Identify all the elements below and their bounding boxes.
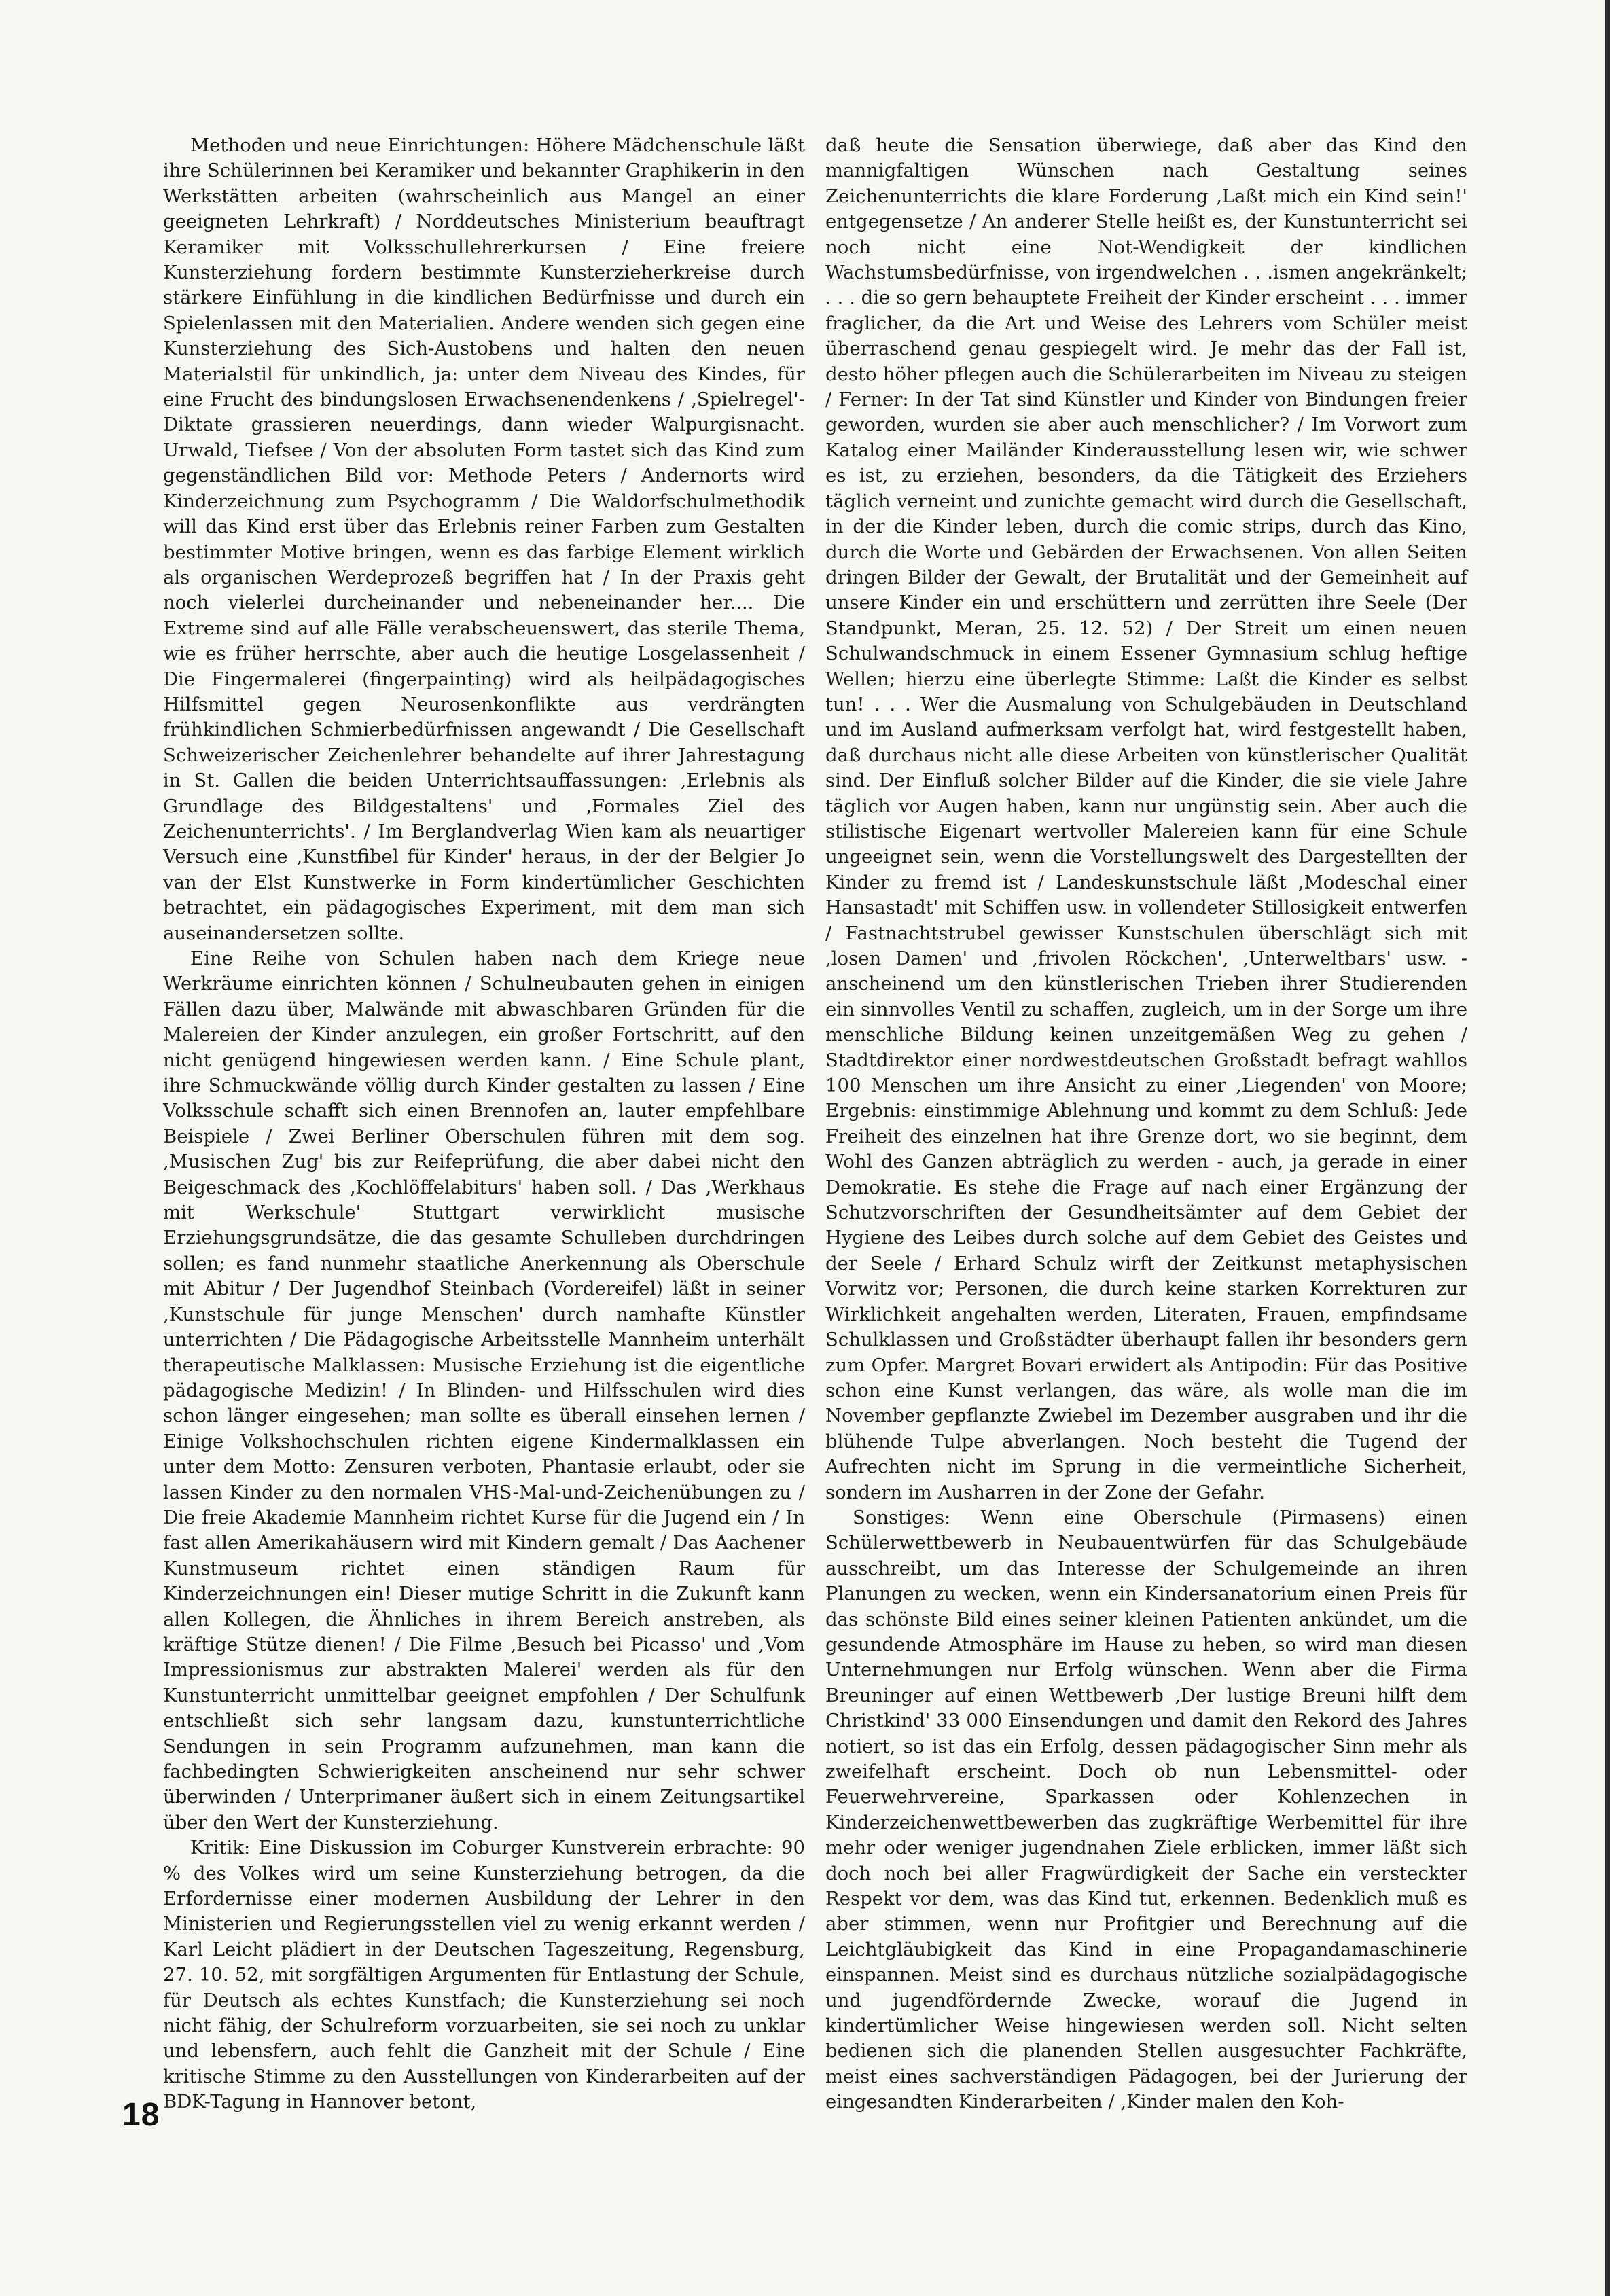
page-edge-shadow [1605, 0, 1610, 2296]
paragraph-kritik: Kritik: Eine Diskussion im Coburger Kunstverein erbrachte: 90 % des Volkes wird um seine Kunsterziehung betrogen, da die Erfordernisse einer modernen Ausbildung der Lehrer in den Ministerien und Regierungsstellen viel zu wenig erkannt werden / Karl Leicht plädiert in der Deutschen Tageszeitung, Regensburg, 27. 10. 52, mit sorgfältigen Argumenten für Entlastung der Schule, für Deutsch als echtes Kunstfach; die Kunsterziehung sei noch nicht fähig, der Schulreform vorzuarbeiten, sie sei noch zu unklar und lebensfern, auch fehlt die Ganzheit mit der Schule / Eine kritische Stimme zu den Ausstellungen von Kinderarbeiten auf der BDK-Tagung in Hannover betont, [163, 1837, 805, 2113]
page-number: 18 [122, 2097, 160, 2133]
paragraph-schulen: Eine Reihe von Schulen haben nach dem Kriege neue Werkräume einrichten können / Schulneubauten gehen in einigen Fällen dazu über, Malwände mit abwaschbaren Gründen für die Malereien der Kinder anzulegen, ein großer Fortschritt, auf den nicht genügend hingewiesen werden kann. / Eine Schule plant, ihre Schmuckwände völlig durch Kinder gestalten zu lassen / Eine Volksschule schafft sich einen Brennofen an, lauter empfehlbare Beispiele / Zwei Berliner Oberschulen führen mit dem sog. ‚Musischen Zug' bis zur Reifeprüfung, die aber dabei nicht den Beigeschmack des ‚Kochlöffelabiturs' haben soll. / Das ‚Werkhaus mit Werkschule' Stuttgart verwirklicht musische Erziehungsgrundsätze, die das gesamte Schulleben durchdringen sollen; es fand nunmehr staatliche Anerkennung als Oberschule mit Abitur / Der Jugendhof Steinbach (Vordereifel) läßt in seiner ‚Kunstschule für junge Menschen' durch namhafte Künstler unterrichten / Die Pädagogische Arbeitsstelle Mannheim unterhält therapeutische Malklassen: Musische Erziehung ist die eigentliche pädagogische Medizin! / In Blinden- und Hilfsschulen wird dies schon länger eingesehen; man sollte es überall einsehen lernen / Einige Volkshochschulen richten eigene Kindermalklassen ein unter dem Motto: Zensuren verboten, Phantasie erlaubt, oder sie lassen Kinder zu den normalen VHS-Mal-und-Zeichenübungen zu / Die freie Akademie Mannheim richtet Kurse für die Jugend ein / In fast allen Amerikahäusern wird mit Kindern gemalt / Das Aachener Kunstmuseum richtet einen ständigen Raum für Kinderzeichnungen ein! Dieser mutige Schritt in die Zukunft kann allen Kollegen, die Ähnliches in ihrem Bereich anstreben, als kräftige Stütze dienen! / Die Filme ‚Besuch bei Picasso' und ‚Vom Impressionismus zur abstrakten Malerei' werden als für den Kunstunterricht unmittelbar geeignet empfohlen / Der Schulfunk entschließt sich sehr langsam dazu, kunstunterrichtliche Sendungen in sein Programm aufzunehmen, man kann die fachbedingten Schwierigkeiten anscheinend nur sehr schwer überwinden / Unterprimaner äußert sich in einem Zeitungsartikel über den Wert der Kunsterziehung. [163, 948, 805, 1833]
left-column [163, 133, 805, 2115]
right-column [825, 133, 1467, 2115]
paragraph-methoden: Methoden und neue Einrichtungen: Höhere Mädchenschule läßt ihre Schülerinnen bei Keramiker und bekannter Graphikerin in den Werkstätten arbeiten (wahrscheinlich aus Mangel an einer geeigneten Lehrkraft) / Norddeutsches Ministerium beauftragt Keramiker mit Volksschullehrerkursen / Eine freiere Kunsterziehung fordern bestimmte Kunsterzieherkreise durch stärkere Einfühlung in die kindlichen Bedürfnisse und durch ein Spielenlassen mit den Materialien. Andere wenden sich gegen eine Kunsterziehung des Sich-Austobens und halten den neuen Materialstil für unkindlich, ja: unter dem Niveau des Kindes, für eine Frucht des bindungslosen Erwachsenendenkens / ‚Spielregel'-Diktate grassieren neuerdings, dann wieder Walpurgisnacht. Urwald, Tiefsee / Von der absoluten Form tastet sich das Kind zum gegenständlichen Bild vor: Methode Peters / Andernorts wird Kinderzeichnung zum Psychogramm / Die Waldorfschulmethodik will das Kind erst über das Erlebnis reiner Farben zum Gestalten bestimmter Motive bringen, wenn es das farbige Element wirklich als organischen Werdeprozeß begriffen hat / In der Praxis geht noch vielerlei durcheinander und nebeneinander her.... Die Extreme sind auf alle Fälle verabscheuenswert, das sterile Thema, wie es früher herrschte, aber auch die heutige Losgelassenheit / Die Fingermalerei (fingerpainting) wird als heilpädagogisches Hilfsmittel gegen Neurosenkonflikte aus verdrängten frühkindlichen Schmierbedürfnissen angewandt / Die Gesellschaft Schweizerischer Zeichenlehrer behandelte auf ihrer Jahrestagung in St. Gallen die beiden Unterrichtsauffassungen: ‚Erlebnis als Grundlage des Bildgestaltens' und ‚Formales Ziel des Zeichenunterrichts'. / Im Berglandverlag Wien kam als neuartiger Versuch eine ‚Kunstfibel für Kinder' heraus, in der der Belgier Jo van der Elst Kunstwerke in Form kindertümlicher Geschichten betrachtet, ein pädagogisches Experiment, mit dem man sich auseinandersetzen sollte. [163, 134, 805, 944]
paragraph-kritik-continued: daß heute die Sensation überwiege, daß aber das Kind den mannigfaltigen Wünschen nach Gestaltung seines Zeichenunterrichts die klare Forderung ‚Laßt mich ein Kind sein!' entgegensetze / An anderer Stelle heißt es, der Kunstunterricht sei noch nicht eine Not-Wendigkeit der kindlichen Wachstumsbedürfnisse, von irgendwelchen . . .ismen angekränkelt; . . . die so gern behauptete Freiheit der Kinder erscheint . . . immer fraglicher, da die Art und Weise des Lehrers vom Schüler meist überraschend genau gespiegelt wird. Je mehr das der Fall ist, desto höher pflegen auch die Schülerarbeiten im Niveau zu steigen / Ferner: In der Tat sind Künstler und Kinder von Bindungen freier geworden, wurden sie aber auch menschlicher? / Im Vorwort zum Katalog einer Mailänder Kinderausstellung lesen wir, wie schwer es ist, zu erziehen, besonders, da die Tätigkeit des Erziehers täglich verneint und zunichte gemacht wird durch die Gesellschaft, in der die Kinder leben, durch die comic strips, durch das Kino, durch die Worte und Gebärden der Erwachsenen. Von allen Seiten dringen Bilder der Gewalt, der Brutalität und der Gemeinheit auf unsere Kinder ein und erschüttern und zerrütten ihre Seele (Der Standpunkt, Meran, 25. 12. 52) / Der Streit um einen neuen Schulwandschmuck in einem Essener Gymnasium schlug heftige Wellen; hierzu eine überlegte Stimme: Laßt die Kinder es selbst tun! . . . Wer die Ausmalung von Schulgebäuden in Deutschland und im Ausland aufmerksam verfolgt hat, wird festgestellt haben, daß durchaus nicht alle diese Arbeiten von künstlerischer Qualität sind. Der Einfluß solcher Bilder auf die Kinder, die sie viele Jahre täglich vor Augen haben, kann nur ungünstig sein. Aber auch die stilistische Eigenart wertvoller Malereien kann für eine Schule ungeeignet sein, wenn die Vorstellungswelt des Dargestellten der Kinder zu fremd ist / Landeskunstschule läßt ‚Modeschal einer Hansastadt' mit Schiffen usw. in vollendeter Stillosigkeit entwerfen / Fastnachtstrubel gewisser Kunstschulen überschlägt sich mit ‚losen Damen' und ‚frivolen Röckchen', ‚Unterweltbars' usw. - anscheinend um den künstlerischen Trieben ihrer Studierenden ein sinnvolles Ventil zu schaffen, zugleich, um in der Sorge um ihre menschliche Bildung keinen unzeitgemäßen Weg zu gehen / Stadtdirektor einer nordwestdeutschen Großstadt befragt wahllos 100 Menschen um ihre Ansicht zu einer ‚Liegenden' von Moore; Ergebnis: einstimmige Ablehnung und kommt zu dem Schluß: Jede Freiheit des einzelnen hat ihre Grenze dort, wo sie beginnt, dem Wohl des Ganzen abträglich zu werden - auch, ja gerade in einer Demokratie. Es stehe die Frage auf nach einer Ergänzung der Schutzvorschriften der Gesundheitsämter auf dem Gebiet der Hygiene des Leibes durch solche auf dem Gebiet des Geistes und der Seele / Erhard Schulz wirft der Zeitkunst metaphysischen Vorwitz vor; Personen, die durch keine starken Korrekturen zur Wirklichkeit angehalten werden, Literaten, Frauen, empfindsame Schulklassen und Großstädter überhaupt fallen ihr besonders gern zum Opfer. Margret Bovari erwidert als Antipodin: Für das Positive schon eine Kunst verlangen, das wäre, als wolle man die im November gepflanzte Zwiebel im Dezember ausgraben und ihr die blühende Tulpe abverlangen. Noch besteht die Tugend der Aufrechten nicht im Sprung in die vermeintliche Sicherheit, sondern im Ausharren in der Zone der Gefahr. [825, 134, 1467, 1503]
paragraph-sonstiges: Sonstiges: Wenn eine Oberschule (Pirmasens) einen Schülerwettbewerb in Neubauentwürfen für das Schulgebäude ausschreibt, um das Interesse der Schulgemeinde an ihren Planungen zu wecken, wenn ein Kindersanatorium einen Preis für das schönste Bild eines seiner kleinen Patienten ankündet, um die gesundende Atmosphäre im Hause zu heben, so wird man diesen Unternehmungen nur Erfolg wünschen. Wenn aber die Firma Breuninger auf einen Wettbewerb ‚Der lustige Breuni hilft dem Christkind' 33 000 Einsendungen und damit den Rekord des Jahres notiert, so ist das ein Erfolg, dessen pädagogischer Sinn mehr als zweifelhaft erscheint. Doch ob nun Lebensmittel- oder Feuerwehrvereine, Sparkassen oder Kohlenzechen in Kinderzeichenwettbewerben das zugkräftige Werbemittel für ihre mehr oder weniger jugendnahen Ziele erblicken, immer läßt sich doch noch bei aller Fragwürdigkeit der Sache ein versteckter Respekt vor dem, was das Kind tut, erkennen. Bedenklich muß es aber stimmen, wenn nur Profitgier und Berechnung auf die Leichtgläubigkeit das Kind in eine Propagandamaschinerie einspannen. Meist sind es durchaus nützliche sozialpädagogische und jugendfördernde Zwecke, worauf die Jugend in kindertümlicher Weise hingewiesen werden soll. Nicht selten bedienen sich die planenden Stellen ausgesuchter Fachkräfte, meist eines sachverständigen Pädagogen, bei der Jurierung der eingesandten Kinderarbeiten / ‚Kinder malen den Koh- [825, 1506, 1467, 2113]
